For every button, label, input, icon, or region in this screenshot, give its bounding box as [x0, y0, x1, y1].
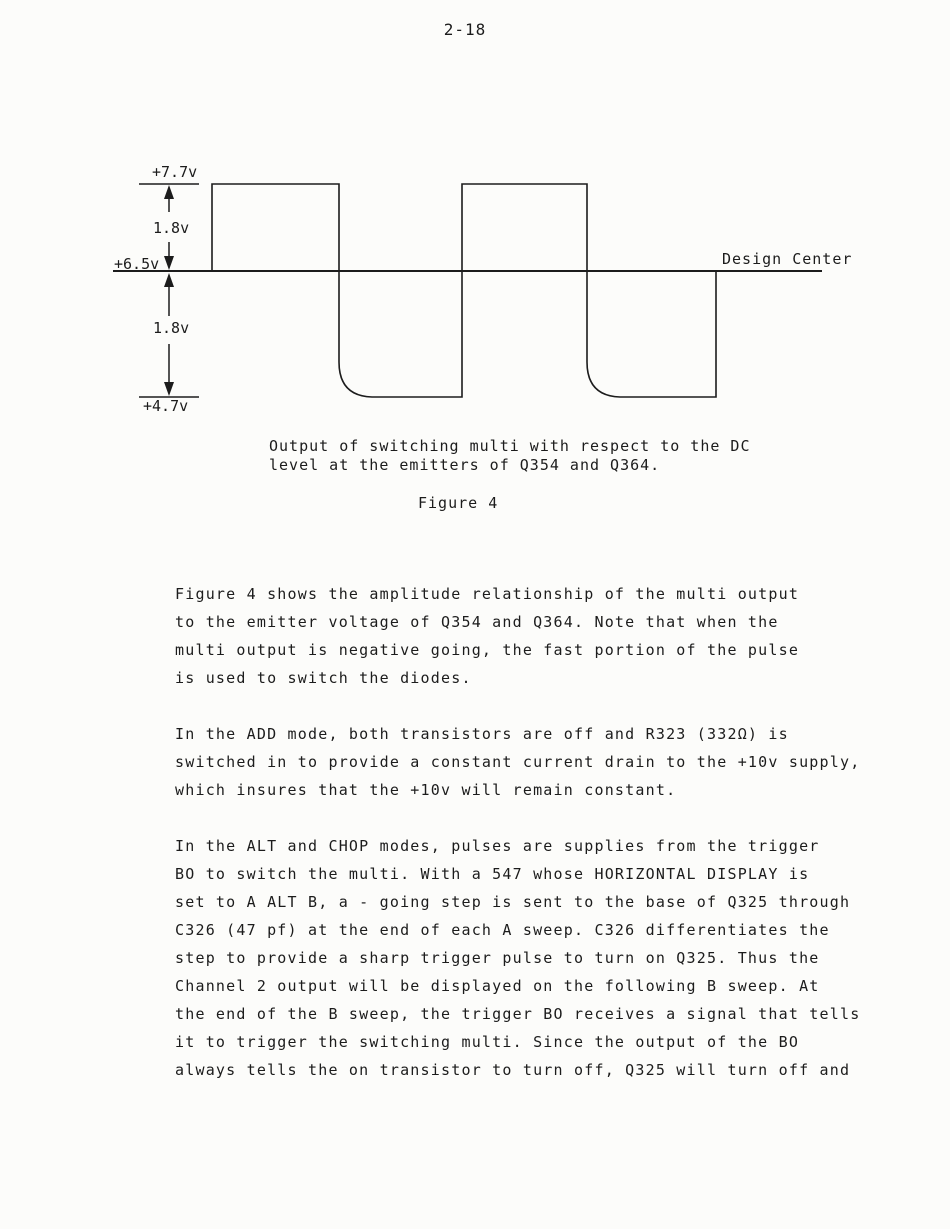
- text-line: multi output is negative going, the fast portion of the pulse: [175, 641, 800, 659]
- center-voltage-label: +6.5v: [114, 255, 160, 273]
- paragraph-amplitude-relationship: [175, 580, 865, 692]
- lower-delta-label: 1.8v: [153, 319, 190, 337]
- paragraph-alt-chop-modes: [175, 832, 865, 1084]
- text-line: set to A ALT B, a - going step is sent to the base of Q325 through: [175, 893, 851, 911]
- upper-arrowhead-up: [164, 185, 174, 199]
- text-line: Channel 2 output will be displayed on the following B sweep. At: [175, 977, 820, 995]
- text-line: Figure 4 shows the amplitude relationship of the multi output: [175, 585, 800, 603]
- text-line: is used to switch the diodes.: [175, 669, 472, 687]
- lower-arrowhead-down: [164, 382, 174, 396]
- upper-arrowhead-down: [164, 256, 174, 270]
- figure-caption: [269, 437, 789, 475]
- text-line: C326 (47 pf) at the end of each A sweep. C326 differentiates the: [175, 921, 830, 939]
- text-line: it to trigger the switching multi. Since the output of the BO: [175, 1033, 800, 1051]
- switching-multi-waveform: [212, 184, 716, 397]
- paragraph-add-mode: [175, 720, 865, 804]
- caption-line: Output of switching multi with respect to the DC: [269, 437, 751, 455]
- bottom-voltage-label: +4.7v: [143, 397, 189, 415]
- text-line: In the ALT and CHOP modes, pulses are supplies from the trigger: [175, 837, 820, 855]
- text-line: to the emitter voltage of Q354 and Q364. Note that when the: [175, 613, 779, 631]
- top-voltage-label: +7.7v: [152, 163, 198, 181]
- text-line: switched in to provide a constant current drain to the +10v supply,: [175, 753, 861, 771]
- text-line: the end of the B sweep, the trigger BO receives a signal that tells: [175, 1005, 861, 1023]
- upper-delta-label: 1.8v: [153, 219, 190, 237]
- text-line: In the ADD mode, both transistors are off and R323 (332Ω) is: [175, 725, 789, 743]
- caption-line: level at the emitters of Q354 and Q364.: [269, 456, 661, 474]
- text-line: which insures that the +10v will remain constant.: [175, 781, 677, 799]
- text-line: BO to switch the multi. With a 547 whose HORIZONTAL DISPLAY is: [175, 865, 810, 883]
- text-line: step to provide a sharp trigger pulse to turn on Q325. Thus the: [175, 949, 820, 967]
- page-number: 2-18: [443, 20, 487, 39]
- design-center-label: Design Center: [722, 250, 853, 268]
- figure-label: Figure 4: [418, 494, 499, 512]
- lower-arrowhead-up: [164, 273, 174, 287]
- text-line: always tells the on transistor to turn off, Q325 will turn off and: [175, 1061, 851, 1079]
